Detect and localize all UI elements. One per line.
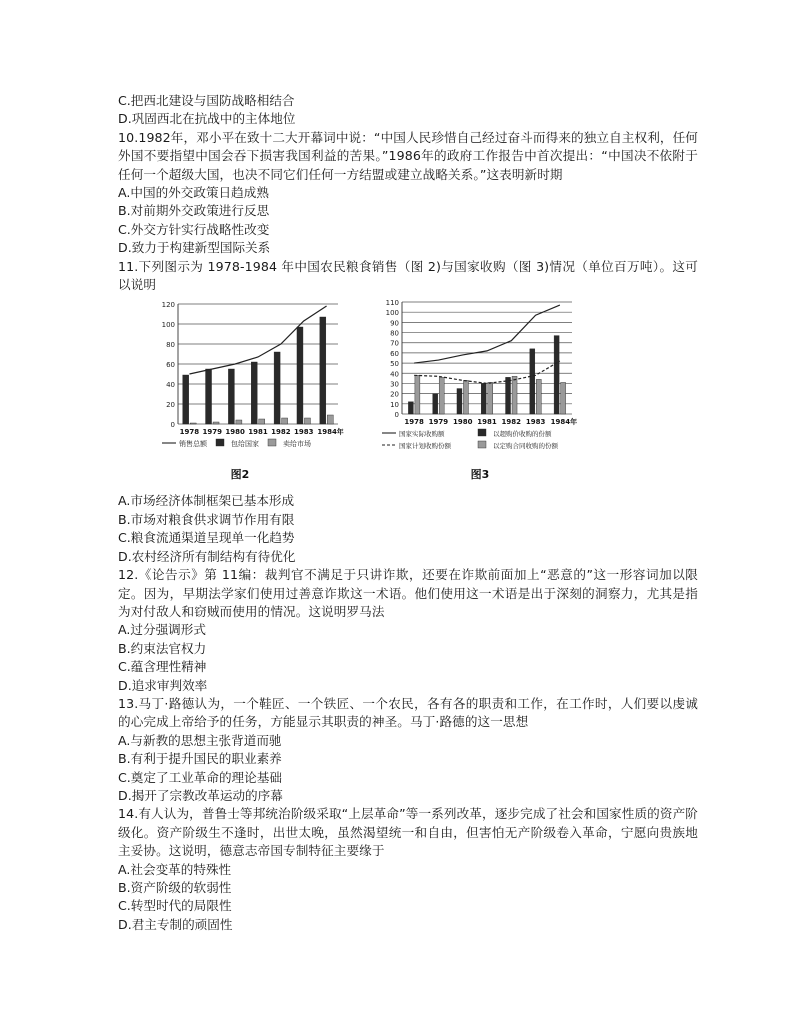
series-line-国家实际收购额 [414, 306, 560, 364]
bar-以定购合同收购的份额 [488, 383, 493, 415]
option-a: A.中国的外交政策日趋成熟 [118, 185, 269, 201]
legend-swatch [268, 439, 276, 446]
question-stem: 11.下列图示为 1978-1984 年中国农民粮食销售（图 2)与国家收购（图 3)情况（单位百万吨）。这可以说明 [118, 258, 698, 293]
y-tick-label: 120 [161, 301, 175, 310]
bar-包给国家 [297, 327, 303, 424]
option-d: D.揭开了宗教改革运动的序幕 [118, 787, 283, 803]
question-12 [118, 566, 698, 695]
bar-以超购价收购的份额 [408, 402, 413, 414]
bar-以超购价收购的份额 [554, 336, 559, 414]
bar-以定购合同收购的份额 [415, 376, 420, 415]
legend-label: 国家计划收购份额 [399, 442, 451, 451]
legend-label: 销售总额 [179, 440, 207, 449]
y-tick-label: 40 [390, 370, 399, 379]
y-tick-label: 70 [390, 340, 399, 349]
y-tick-label: 80 [166, 341, 175, 350]
bar-包给国家 [251, 362, 257, 424]
y-tick-label: 90 [390, 319, 399, 328]
option-d: D.致力于构建新型国际关系 [118, 240, 271, 256]
option-c: C.转型时代的局限性 [118, 898, 232, 914]
bar-卖给市场 [304, 418, 310, 424]
y-tick-label: 30 [390, 380, 399, 389]
bar-卖给市场 [190, 423, 196, 424]
y-tick-label: 100 [161, 321, 175, 330]
exam-page [118, 92, 698, 934]
bar-包给国家 [320, 317, 326, 424]
chart-figure-3 [380, 296, 600, 484]
legend-swatch [216, 439, 224, 446]
question-stem: 10.1982年，邓小平在致十二大开幕词中说：“中国人民珍惜自己经过奋斗而得来的独立自主权利，任何外国不要指望中国会吞下损害我国利益的苦果。”1986年的政府工作报告中首次提出：“中国决不依附于任何一个超级大国，也决不同它们任何一方结盟或建立战略关系。”这表明新时期 [118, 129, 698, 182]
question-10 [118, 129, 698, 258]
bar-包给国家 [274, 352, 280, 424]
option-b: B.约束法官权力 [118, 640, 207, 656]
y-tick-label: 60 [390, 350, 399, 359]
x-tick-label: 1978 [404, 418, 424, 427]
option-b: B.市场对粮食供求调节作用有限 [118, 511, 295, 527]
bar-卖给市场 [213, 422, 219, 424]
option-b: B.有利于提升国民的职业素养 [118, 751, 282, 767]
x-tick-label: 1982 [501, 418, 522, 427]
question-11 [118, 258, 698, 566]
bar-以超购价收购的份额 [481, 384, 486, 415]
option-d: D.追求审判效率 [118, 677, 208, 693]
chart-title: 图2 [230, 468, 250, 482]
bar-包给国家 [183, 375, 189, 424]
y-tick-label: 80 [390, 330, 399, 339]
option-d-prev: D.巩固西北在抗战中的主体地位 [118, 111, 296, 127]
legend-swatch [478, 441, 486, 448]
legend-label: 卖给市场 [283, 440, 311, 449]
x-tick-label: 1984年 [317, 428, 344, 437]
bar-卖给市场 [327, 415, 333, 424]
option-c-prev: C.把西北建设与国防战略相结合 [118, 93, 295, 108]
chart-figure-2 [158, 296, 348, 484]
option-a: A.社会变革的特殊性 [118, 861, 232, 877]
bar-以超购价收购的份额 [457, 389, 462, 414]
bar-包给国家 [206, 369, 212, 424]
x-tick-label: 1980 [452, 418, 473, 427]
y-tick-label: 0 [394, 411, 399, 420]
bar-卖给市场 [236, 420, 242, 424]
legend-swatch [478, 429, 486, 436]
y-tick-label: 50 [390, 360, 399, 369]
x-tick-label: 1984年 [550, 418, 578, 427]
bar-以定购合同收购的份额 [536, 380, 541, 415]
legend-label: 以超购价收购的份额 [493, 430, 552, 439]
legend-label: 包给国家 [231, 440, 259, 449]
x-tick-label: 1979 [428, 418, 449, 427]
question-stem: 13.马丁·路德认为，一个鞋匠、一个铁匠、一个农民，各有各的职责和工作，在工作时，人们要以虔诚的心完成上帝给予的任务，方能显示其职责的神圣。马丁·路德的这一思想 [118, 695, 698, 730]
legend-label: 以定购合同收购的份额 [493, 442, 558, 451]
y-tick-label: 60 [166, 361, 175, 370]
bar-以超购价收购的份额 [506, 378, 511, 415]
option-c: C.奠定了工业革命的理论基础 [118, 769, 282, 785]
option-b: B.对前期外交政策进行反思 [118, 203, 270, 219]
option-d: D.农村经济所有制结构有待优化 [118, 548, 296, 564]
bar-包给国家 [228, 369, 234, 424]
option-c: C.粮食流通渠道呈现单一化趋势 [118, 530, 295, 546]
x-tick-label: 1981 [477, 418, 497, 427]
bar-以超购价收购的份额 [530, 349, 535, 414]
option-a: A.与新教的思想主张背道而驰 [118, 732, 282, 748]
bar-卖给市场 [259, 419, 265, 424]
bar-以定购合同收购的份额 [512, 377, 517, 415]
y-tick-label: 0 [170, 421, 175, 430]
bar-以超购价收购的份额 [433, 394, 438, 414]
x-tick-label: 1983 [293, 428, 314, 437]
y-tick-label: 20 [390, 391, 399, 400]
option-a: A.市场经济体制框架已基本形成 [118, 493, 295, 509]
bar-卖给市场 [282, 418, 288, 424]
y-tick-label: 110 [385, 299, 399, 308]
option-c: C.外交方针实行战略性改变 [118, 221, 270, 237]
legend-label: 国家实际收购额 [399, 430, 445, 439]
x-tick-label: 1978 [179, 428, 200, 437]
option-b: B.资产阶级的软弱性 [118, 880, 232, 895]
chart-title: 图3 [470, 468, 490, 482]
x-tick-label: 1979 [202, 428, 223, 437]
question-stem: 14.有人认为，普鲁士等邦统治阶级采取“上层革命”等一系列改革，逐步完成了社会和国家性质的资产阶级化。资产阶级生不逢时，出世太晚，虽然渴望统一和自由，但害怕无产阶级卷入革命，宁愿向贵族地主妥协。这说明，德意志帝国专制特征主要缘于 [118, 806, 698, 859]
bar-以定购合同收购的份额 [561, 383, 566, 415]
x-tick-label: 1983 [525, 418, 546, 427]
option-c: C.蕴含理性精神 [118, 659, 207, 675]
y-tick-label: 20 [166, 401, 175, 410]
option-a: A.过分强调形式 [118, 622, 206, 638]
bar-以定购合同收购的份额 [463, 381, 468, 415]
option-d: D.君主专制的顽固性 [118, 916, 233, 932]
question-14 [118, 805, 698, 934]
x-tick-label: 1980 [225, 428, 245, 437]
question-13 [118, 695, 698, 805]
y-tick-label: 40 [166, 381, 175, 390]
bar-以定购合同收购的份额 [439, 378, 444, 415]
figures [118, 296, 698, 486]
x-tick-label: 1981 [248, 428, 268, 437]
question-stem: 12.《论告示》第 11编：裁判官不满足于只讲诈欺，还要在诈欺前面加上“恶意的”这一形容词加以限定。因为，早期法学家们使用过善意诈欺这一术语。他们使用这一术语是出于深刻的洞察力，尤其是指为对付敌人和窃贼而使用的情况。这说明罗马法 [118, 567, 698, 619]
x-tick-label: 1982 [271, 428, 291, 437]
y-tick-label: 100 [385, 309, 399, 318]
y-tick-label: 10 [390, 401, 399, 410]
